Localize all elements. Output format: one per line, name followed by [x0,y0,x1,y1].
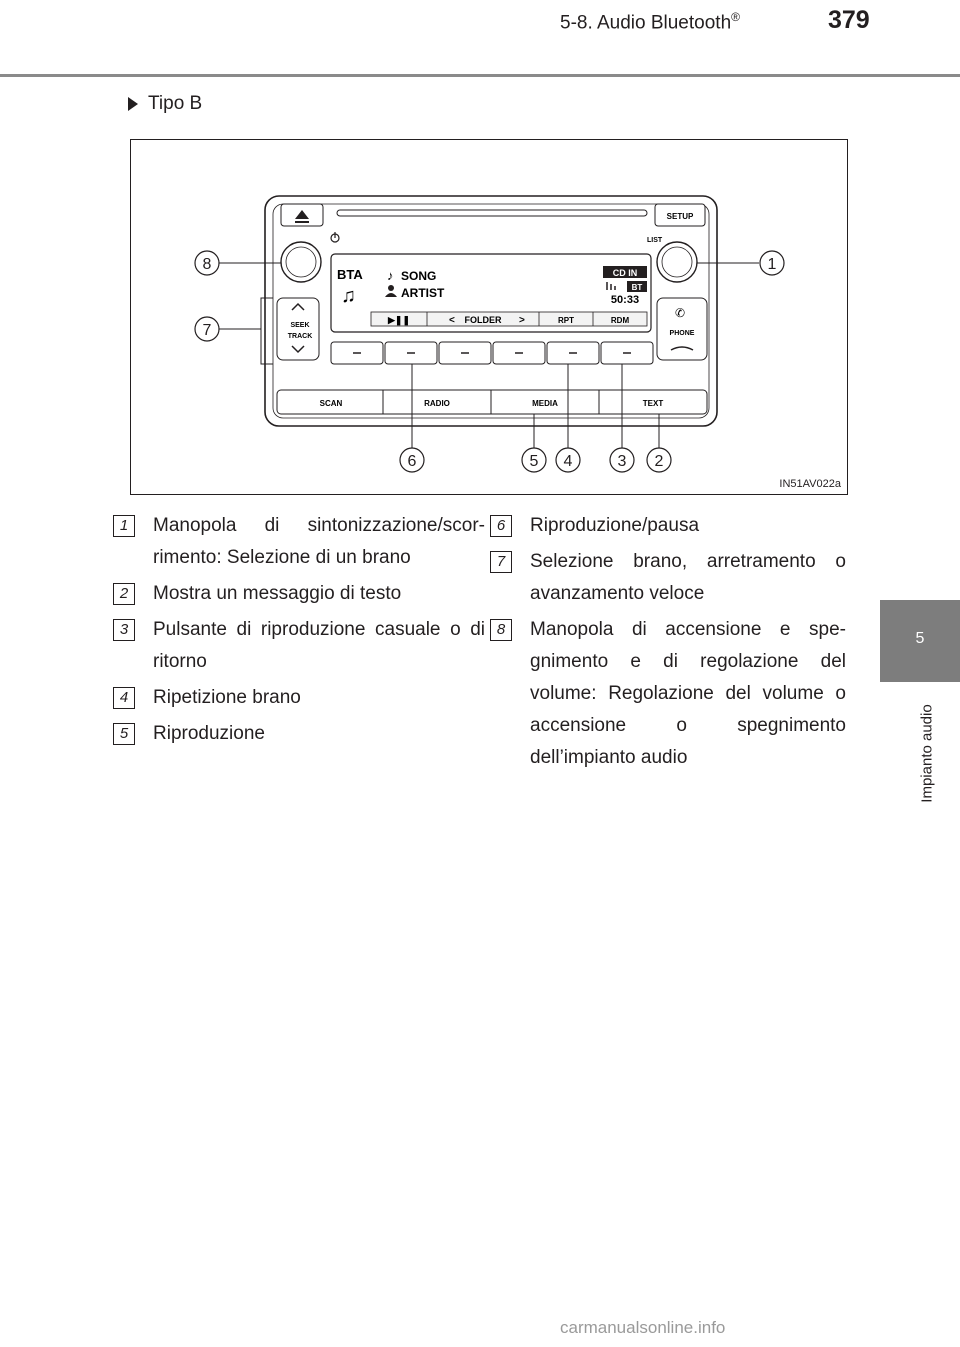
legend-item [113,718,485,750]
header-divider [0,74,960,77]
phone-label: PHONE [669,330,695,337]
seek-track-button[interactable] [277,298,319,360]
chevron-left-icon: < [449,315,455,326]
legend-item [113,510,485,574]
seek-label: SEEK [290,322,310,329]
folder-label: FOLDER [464,315,502,325]
legend-text: Manopola di accensione e spe-gnimento e di regolazione del volume: Regolazione del volume o accensione o spegnimento dell’impianto audio [530,619,846,768]
legend-text: Mostra un messaggio di testo [153,583,402,604]
chapter-number: 5 [915,630,925,647]
registered-mark: ® [731,10,740,24]
subheading: Tipo B [128,93,202,115]
power-volume-knob[interactable] [281,242,321,282]
bt-label: BT [631,283,643,292]
callout-5-label: 5 [529,453,539,470]
callout-8-label: 8 [202,256,212,273]
audio-unit-figure [130,139,848,495]
section-title: 5-8. Audio Bluetooth® [560,10,740,34]
legend-badge: 7 [490,551,512,573]
list-label: LIST [647,237,663,244]
radio-button[interactable]: RADIO [424,399,450,408]
legend-badge: 2 [113,583,135,605]
chapter-title: Impianto audio [918,704,936,803]
legend-text: Manopola di sintonizzazione/scor-rimento: Selezione di un brano [153,515,485,568]
display-artist: ARTIST [401,286,445,300]
song-note-icon: ♪ [387,268,394,283]
cd-in-label: CD IN [612,268,638,278]
display-time: 50:33 [610,294,640,306]
callout-6-label: 6 [407,453,417,470]
legend-left-column [113,510,485,754]
legend-badge: 1 [113,515,135,537]
rdm-label: RDM [610,316,630,325]
display-source: BTA [337,267,363,282]
legend-badge: 6 [490,515,512,537]
text-button[interactable]: TEXT [642,399,664,408]
display-song: SONG [401,269,437,283]
legend-badge: 5 [113,723,135,745]
scan-button[interactable]: SCAN [319,399,343,408]
legend-text: Riproduzione/pausa [530,515,700,536]
legend-item [490,546,846,610]
legend-item [490,614,846,774]
legend-item [113,682,485,714]
watermark[interactable]: carmanualsonline.info [560,1318,726,1337]
legend-badge: 4 [113,687,135,709]
legend-badge: 3 [113,619,135,641]
callout-3-label: 3 [617,453,627,470]
page-number: 379 [828,6,870,34]
cd-slot [337,210,647,216]
legend-badge: 8 [490,619,512,641]
callout-2-label: 2 [654,453,664,470]
phone-pickup-icon: ✆ [675,306,686,320]
figure-code: IN51AV022a [779,478,841,490]
legend-right-column [490,510,846,778]
artist-icon [388,285,394,291]
legend-item [113,578,485,610]
softkey-label-bar [371,312,647,326]
legend-text: Selezione brano, arretramento o avanzamento veloce [530,551,846,604]
legend-text: Riproduzione [153,723,265,744]
callout-4-label: 4 [563,453,573,470]
chapter-tab[interactable] [880,600,960,682]
tune-scroll-knob[interactable] [657,242,697,282]
chevron-right-icon: > [519,315,525,326]
legend-item [113,614,485,678]
legend-text: Ripetizione brano [153,687,301,708]
music-note-icon: ♫ [341,285,356,307]
callout-1-label: 1 [767,256,777,273]
rpt-label: RPT [558,316,574,325]
legend-item [490,510,846,542]
setup-label: SETUP [666,212,694,221]
callout-7-label: 7 [202,322,212,339]
audio-unit-illustration [131,140,849,496]
play-pause-icon: ▶❚❚ [387,315,411,325]
track-label: TRACK [287,333,313,340]
media-button[interactable]: MEDIA [532,399,558,408]
triangle-bullet-icon [128,97,138,111]
legend-text: Pulsante di riproduzione casuale o di ritorno [153,619,485,672]
